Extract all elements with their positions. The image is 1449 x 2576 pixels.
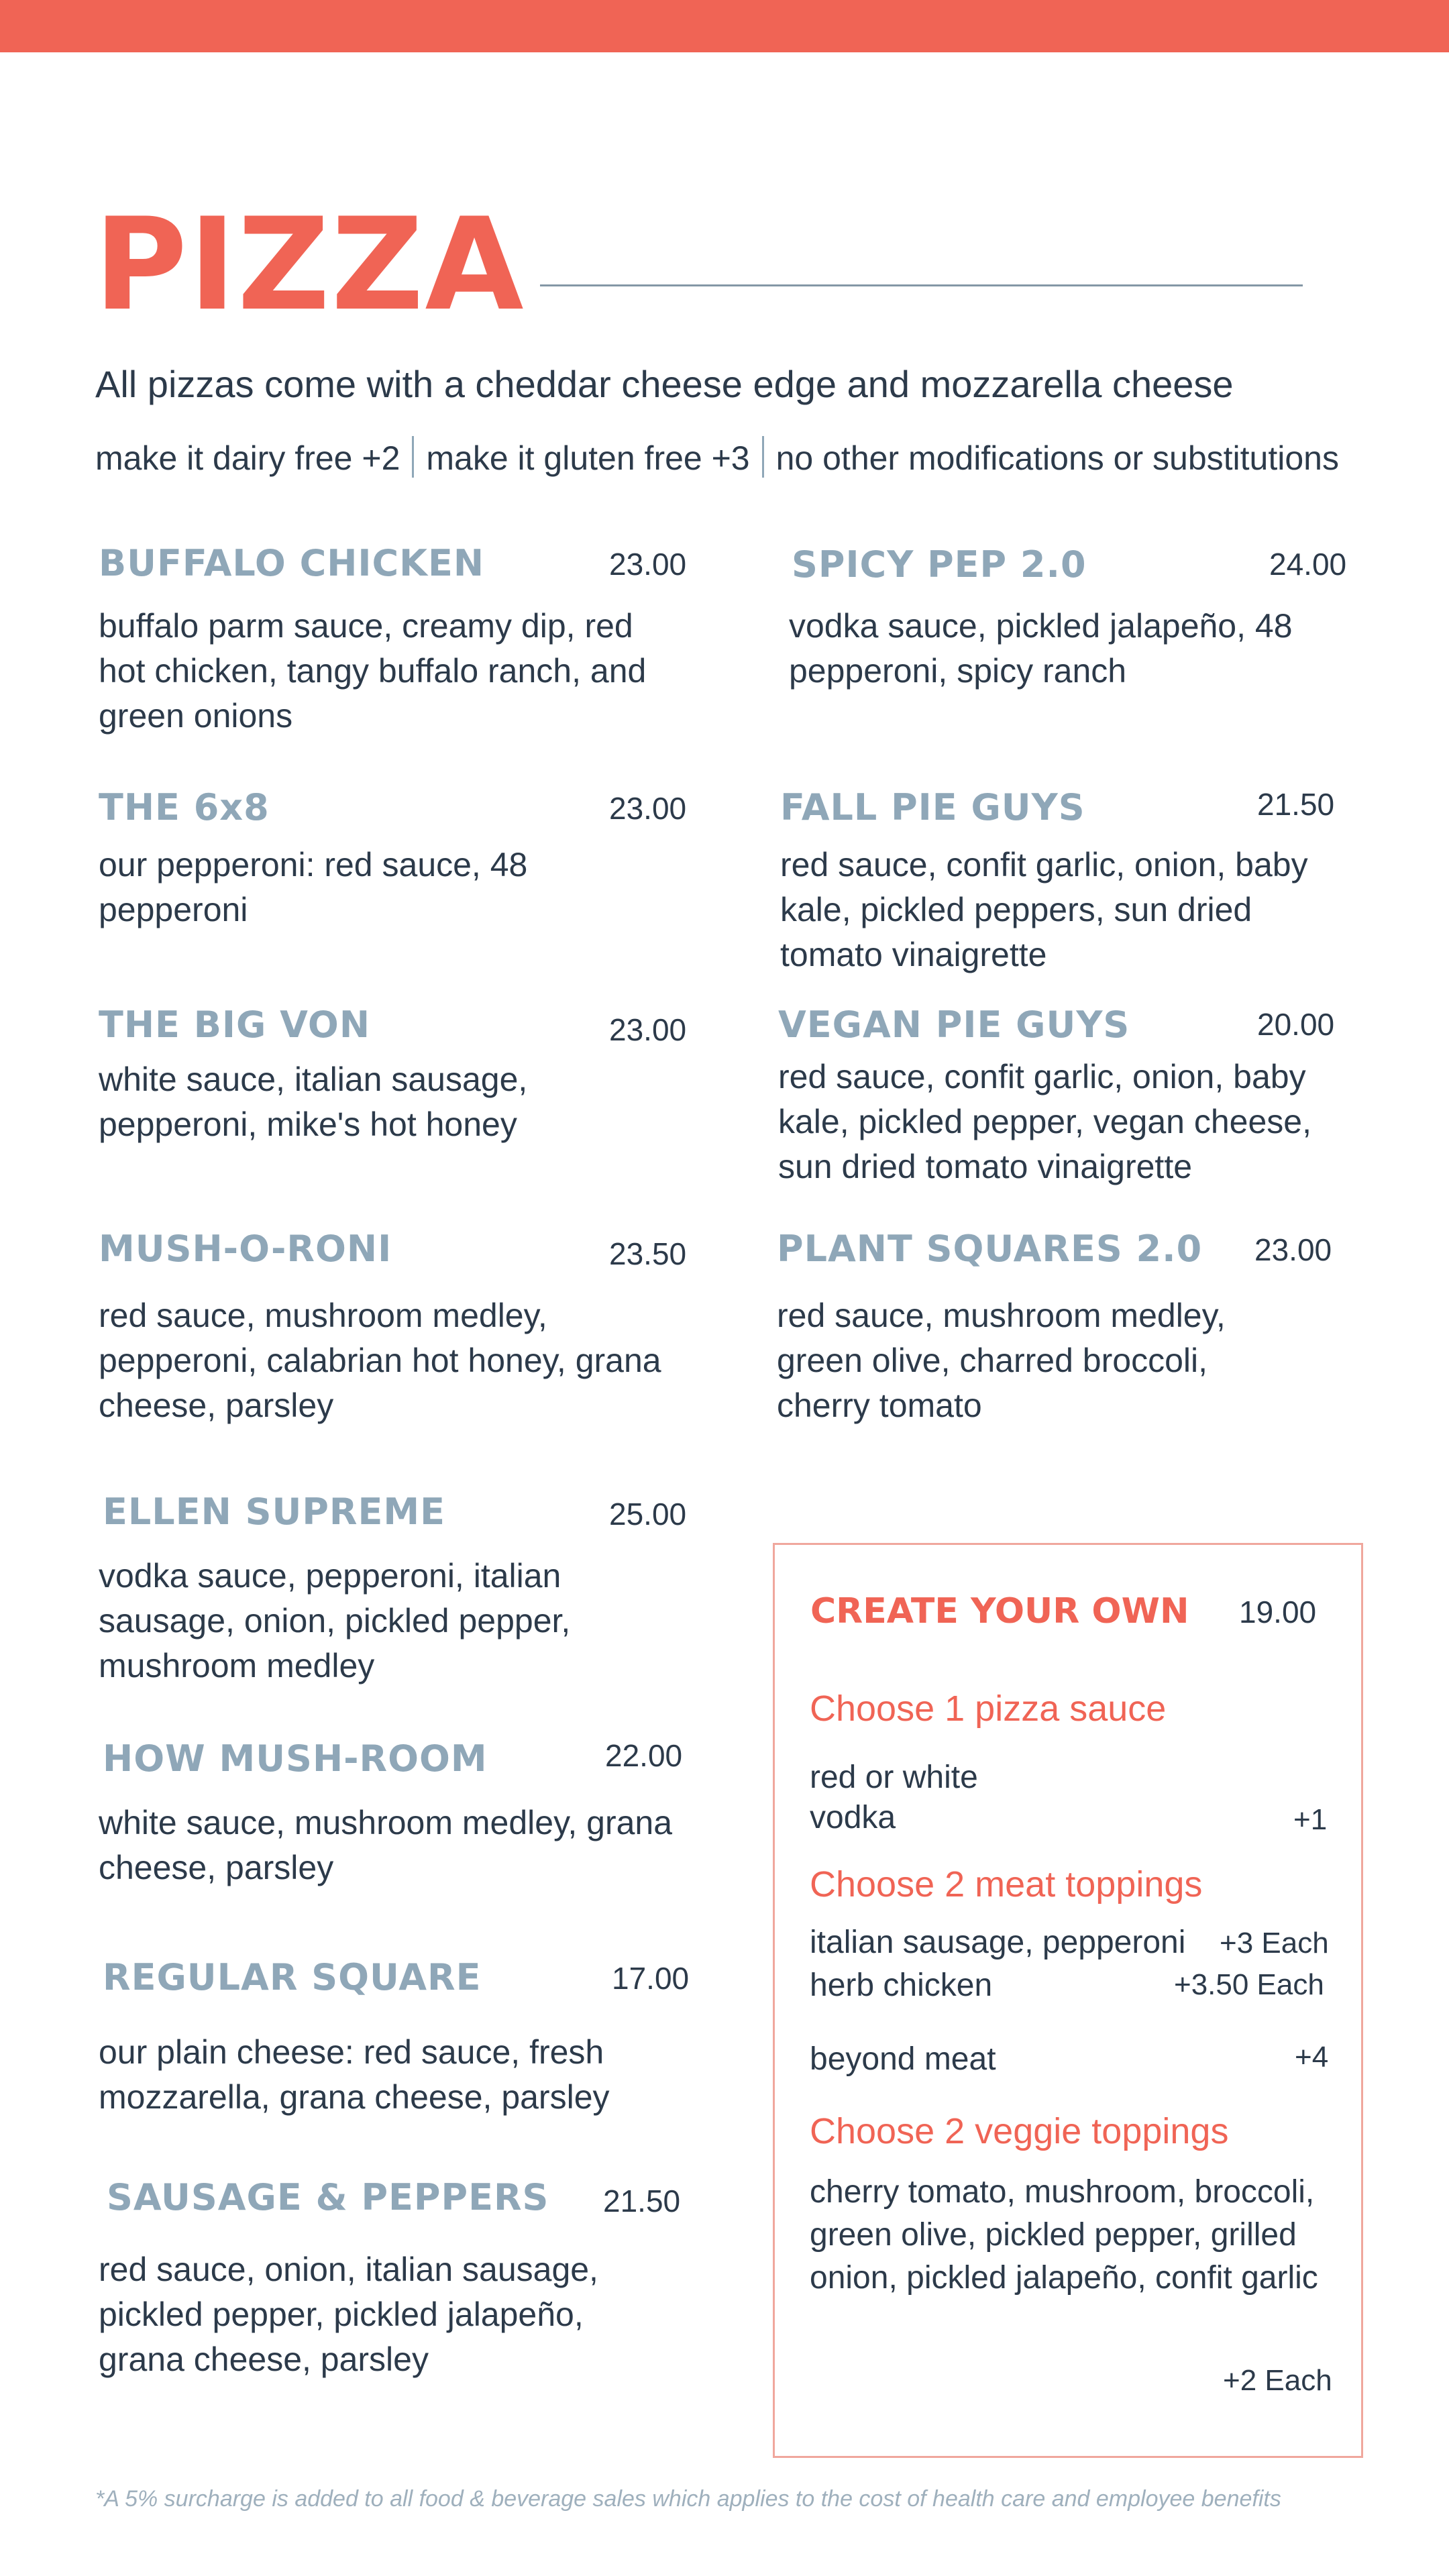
item-price: 23.50: [609, 1236, 687, 1271]
item-name: SAUSAGE & PEPPERS: [107, 2176, 549, 2218]
meat-option-herb-chicken: herb chicken: [810, 1968, 993, 2003]
veggie-price: +2 Each: [1223, 2364, 1332, 2397]
item-name: REGULAR SQUARE: [103, 1956, 482, 1998]
item-name: FALL PIE GUYS: [780, 786, 1085, 828]
item-name: THE 6x8: [99, 786, 270, 828]
meat-option-sausage-pepperoni: italian sausage, pepperoni: [810, 1925, 1186, 1960]
item-price: 25.00: [609, 1497, 687, 1532]
item-name: PLANT SQUARES 2.0: [777, 1228, 1203, 1270]
item-description: white sauce, mushroom medley, grana cheese, parsley: [99, 1804, 673, 1886]
item-price: 20.00: [1257, 1007, 1335, 1042]
vodka-upcharge: +1: [1293, 1803, 1328, 1836]
item-name: VEGAN PIE GUYS: [778, 1004, 1130, 1046]
item-price: 22.00: [605, 1738, 683, 1773]
item-name: BUFFALO CHICKEN: [99, 542, 485, 584]
item-name: THE BIG VON: [99, 1004, 371, 1046]
sauce-option-vodka: vodka: [810, 1800, 896, 1835]
item-description: our plain cheese: red sauce, fresh mozzarella, grana cheese, parsley: [99, 2033, 610, 2116]
item-price: 23.00: [609, 791, 687, 826]
item-description: our pepperoni: red sauce, 48 pepperoni: [99, 846, 528, 928]
item-price: 21.50: [1257, 787, 1335, 822]
item-name: HOW MUSH-ROOM: [103, 1737, 488, 1780]
sauce-option-red-white: red or white: [810, 1760, 978, 1795]
modification-dairy-free: make it dairy free +2: [95, 439, 400, 477]
top-accent-bar: [0, 0, 1449, 52]
item-price: 21.50: [603, 2184, 681, 2218]
item-description: vodka sauce, pickled jalapeño, 48 pepperoni, spicy ranch: [789, 607, 1293, 690]
item-price: 23.00: [609, 547, 687, 582]
item-price: 23.00: [609, 1012, 687, 1047]
item-name: ELLEN SUPREME: [103, 1491, 445, 1533]
menu-subtitle: All pizzas come with a cheddar cheese edge and mozzarella cheese: [95, 363, 1234, 405]
item-description: red sauce, mushroom medley, green olive, charred broccoli, cherry tomato: [777, 1297, 1226, 1424]
meat-option-herb-chicken-price: +3.50 Each: [1174, 1968, 1324, 2001]
modification-no-substitutions: no other modifications or substitutions: [775, 439, 1339, 477]
veggie-heading: Choose 2 veggie toppings: [810, 2111, 1229, 2151]
item-name: SPICY PEP 2.0: [792, 543, 1087, 586]
meat-heading: Choose 2 meat toppings: [810, 1864, 1203, 1904]
modification-gluten-free: make it gluten free +3: [426, 439, 750, 477]
sauce-heading: Choose 1 pizza sauce: [810, 1688, 1167, 1729]
meat-option-beyond-meat-price: +4: [1295, 2041, 1329, 2074]
item-description: vodka sauce, pepperoni, italian sausage, onion, pickled pepper, mushroom medley: [99, 1557, 571, 1684]
title-divider: [540, 284, 1303, 286]
modifications-line: [95, 436, 1339, 478]
item-description: white sauce, italian sausage, pepperoni, mike's hot honey: [99, 1061, 528, 1143]
menu-title: PIZZA: [94, 191, 525, 339]
item-description: red sauce, mushroom medley, pepperoni, calabrian hot honey, grana cheese, parsley: [99, 1297, 661, 1424]
item-description: red sauce, confit garlic, onion, baby kale, pickled pepper, vegan cheese, sun dried tomato vinaigrette: [778, 1058, 1311, 1185]
item-name: MUSH-O-RONI: [99, 1228, 392, 1270]
veggie-options: cherry tomato, mushroom, broccoli, green olive, pickled pepper, grilled onion, pickled jalapeño, confit garlic: [810, 2174, 1318, 2296]
item-price: 17.00: [612, 1961, 690, 1996]
create-your-own-title: CREATE YOUR OWN: [810, 1591, 1189, 1631]
item-price: 24.00: [1269, 547, 1347, 582]
modification-separator: [412, 436, 414, 478]
item-description: red sauce, confit garlic, onion, baby kale, pickled peppers, sun dried tomato vinaigrette: [780, 846, 1308, 973]
meat-option-sausage-pepperoni-price: +3 Each: [1220, 1927, 1329, 1960]
item-price: 23.00: [1254, 1232, 1332, 1267]
item-description: buffalo parm sauce, creamy dip, red hot chicken, tangy buffalo ranch, and green onions: [99, 607, 647, 735]
modification-separator: [762, 436, 764, 478]
item-description: red sauce, onion, italian sausage, pickled pepper, pickled jalapeño, grana cheese, parsley: [99, 2251, 598, 2378]
surcharge-footnote: *A 5% surcharge is added to all food & beverage sales which applies to the cost of health care and employee benefits: [95, 2486, 1281, 2512]
meat-option-beyond-meat: beyond meat: [810, 2041, 996, 2077]
create-your-own-price: 19.00: [1239, 1595, 1317, 1629]
